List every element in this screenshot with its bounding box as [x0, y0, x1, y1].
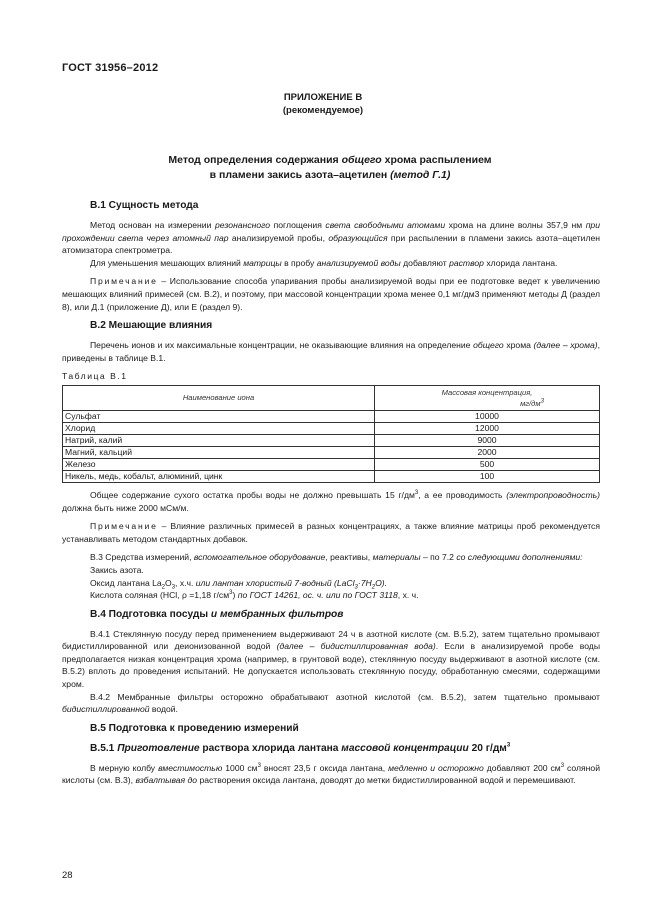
section-b3-item-1: Закись азота. — [90, 564, 144, 575]
method-title — [40, 153, 620, 183]
section-b4-paragraph-1: В.4.1 Стеклянную посуду перед применением выдерживают 24 ч в азотной кислоте (см. В.5.2), затем тщательно промывают бидистиллированной или деионизованной водой (далее – бидистиллированная вода). Если в анализируемой пробе воды предполагается низкая концентрация хрома (например, в грунтовой воде), стеклянную посуду выдерживают в азотной кислоте (см. В.5.2) вплоть до проведения испытаний. Не допускается использовать стеклянную посуду, обработанную смесями, содержащими хром. — [62, 628, 600, 690]
section-b3-paragraph: В.3 Средства измерений, вспомогательное оборудование, реактивы, материалы – по 7.2 со следующими дополнениями: — [90, 552, 583, 563]
table-label: Таблица В.1 — [62, 371, 128, 382]
note-label: Примечание — [90, 521, 158, 532]
document-body — [62, 199, 600, 787]
table-header-ion: Наименование иона — [63, 385, 375, 410]
section-b2-heading: В.2 Мешающие влияния — [90, 320, 213, 332]
method-title-line-1: Метод определения содержания общего хрома распылением — [168, 154, 492, 166]
appendix-heading — [0, 91, 646, 117]
table-row: Хлорид 12000 — [63, 422, 600, 434]
section-b1-heading: В.1 Сущность метода — [90, 200, 199, 211]
section-b3-item-2: Оксид лантана $La_2O_3$, х.ч. или лантан хлористый 7-водный $(LaCl_3\cdot 7H_2O)$. — [90, 577, 388, 591]
section-b1-paragraph-1: Метод основан на измерении резонансного поглощения света свободными атомами хрома на длине волны 357,9 нм при прохождении света через атомный пар анализируемой пробы, образующийся при распылении в пламени закись азота–ацетилен атомизатора спектрометра. — [62, 220, 601, 256]
section-b2-note: Примечание – Влияние различных примесей в разных концентрациях, а также влияние матрицы проб рекомендуется устанавливать методом стандартных добавок. — [62, 521, 600, 544]
table-row: Сульфат 10000 — [63, 410, 600, 422]
document-code: ГОСТ 31956–2012 — [62, 62, 159, 74]
appendix-title: ПРИЛОЖЕНИЕ В — [283, 92, 363, 103]
method-title-line-2: в пламени закись азота–ацетилен (метод Г.1) — [209, 169, 451, 181]
section-b4-heading: В.4 Подготовка посуды и мембранных фильтров — [90, 608, 344, 620]
section-b1-note: Примечание – Использование способа упаривания пробы анализируемой воды при ее подготовке ведет к увеличению мешающих влияний примесей (см. В.2), и поэтому, при массовой концентрации хрома менее 0,1 мг/дм3 применяют методы Д (раздел 8), или Д.1 (приложение Д), или Е (раздел 9). — [62, 276, 600, 312]
table-row: Натрий, калий 9000 — [63, 434, 600, 446]
section-b2-paragraph-2: Общее содержание сухого остатка пробы воды не должно превышать 15 $г/дм^3$, а ее проводимость (электропроводность) должна быть ниже 2000 мСм/м. — [62, 489, 600, 513]
section-b5-paragraph-1: В мерную колбу вместимостью 1000 $см^3$ вносят 23,5 г оксида лантана, медленно и осторожно добавляют 200 $см^3$ соляной кислоты (см. В.3), взбалтывая до растворения оксида лантана, доводят до метки бидистиллированной водой и перемешивают. — [62, 762, 601, 786]
section-b1-paragraph-2: Для уменьшения мешающих влияний матрицы в пробу анализируемой воды добавляют раствор хлорида лантана. — [90, 257, 558, 268]
section-b4-paragraph-2: В.4.2 Мембранные фильтры осторожно обрабатывают азотной кислотой (см. В.5.2), затем тщательно промывают бидистиллированной водой. — [62, 691, 600, 715]
page-number: 28 — [62, 870, 73, 881]
table-row: Никель, медь, кобальт, алюминий, цинк 100 — [63, 470, 600, 482]
table-header-concentration: Массовая концентрация, $мг/дм^3$ — [375, 385, 600, 410]
appendix-subtitle: (рекомендуемое) — [282, 105, 364, 116]
table-row: Магний, кальций 2000 — [63, 446, 600, 458]
ion-concentration-table — [62, 385, 600, 483]
section-b5-heading: В.5 Подготовка к проведению измерений — [90, 722, 299, 734]
table-row: Железо 500 — [63, 458, 600, 470]
section-b5-1-heading: В.5.1 Приготовление раствора хлорида лантана массовой концентрации 20 $г/дм^3$ — [90, 742, 511, 754]
section-b3-item-3: Кислота соляная (HCl, ρ =1,18 $г/см^3$) по ГОСТ 14261, ос. ч. или по ГОСТ 3118, х. ч. — [90, 590, 419, 601]
section-b2-paragraph-1: Перечень ионов и их максимальные концентрации, не оказывающие влияния на определение общего хрома (далее – хрома), приведены в таблице В.1. — [62, 340, 600, 363]
note-label: Примечание — [90, 276, 158, 287]
table-header-row — [63, 385, 600, 410]
